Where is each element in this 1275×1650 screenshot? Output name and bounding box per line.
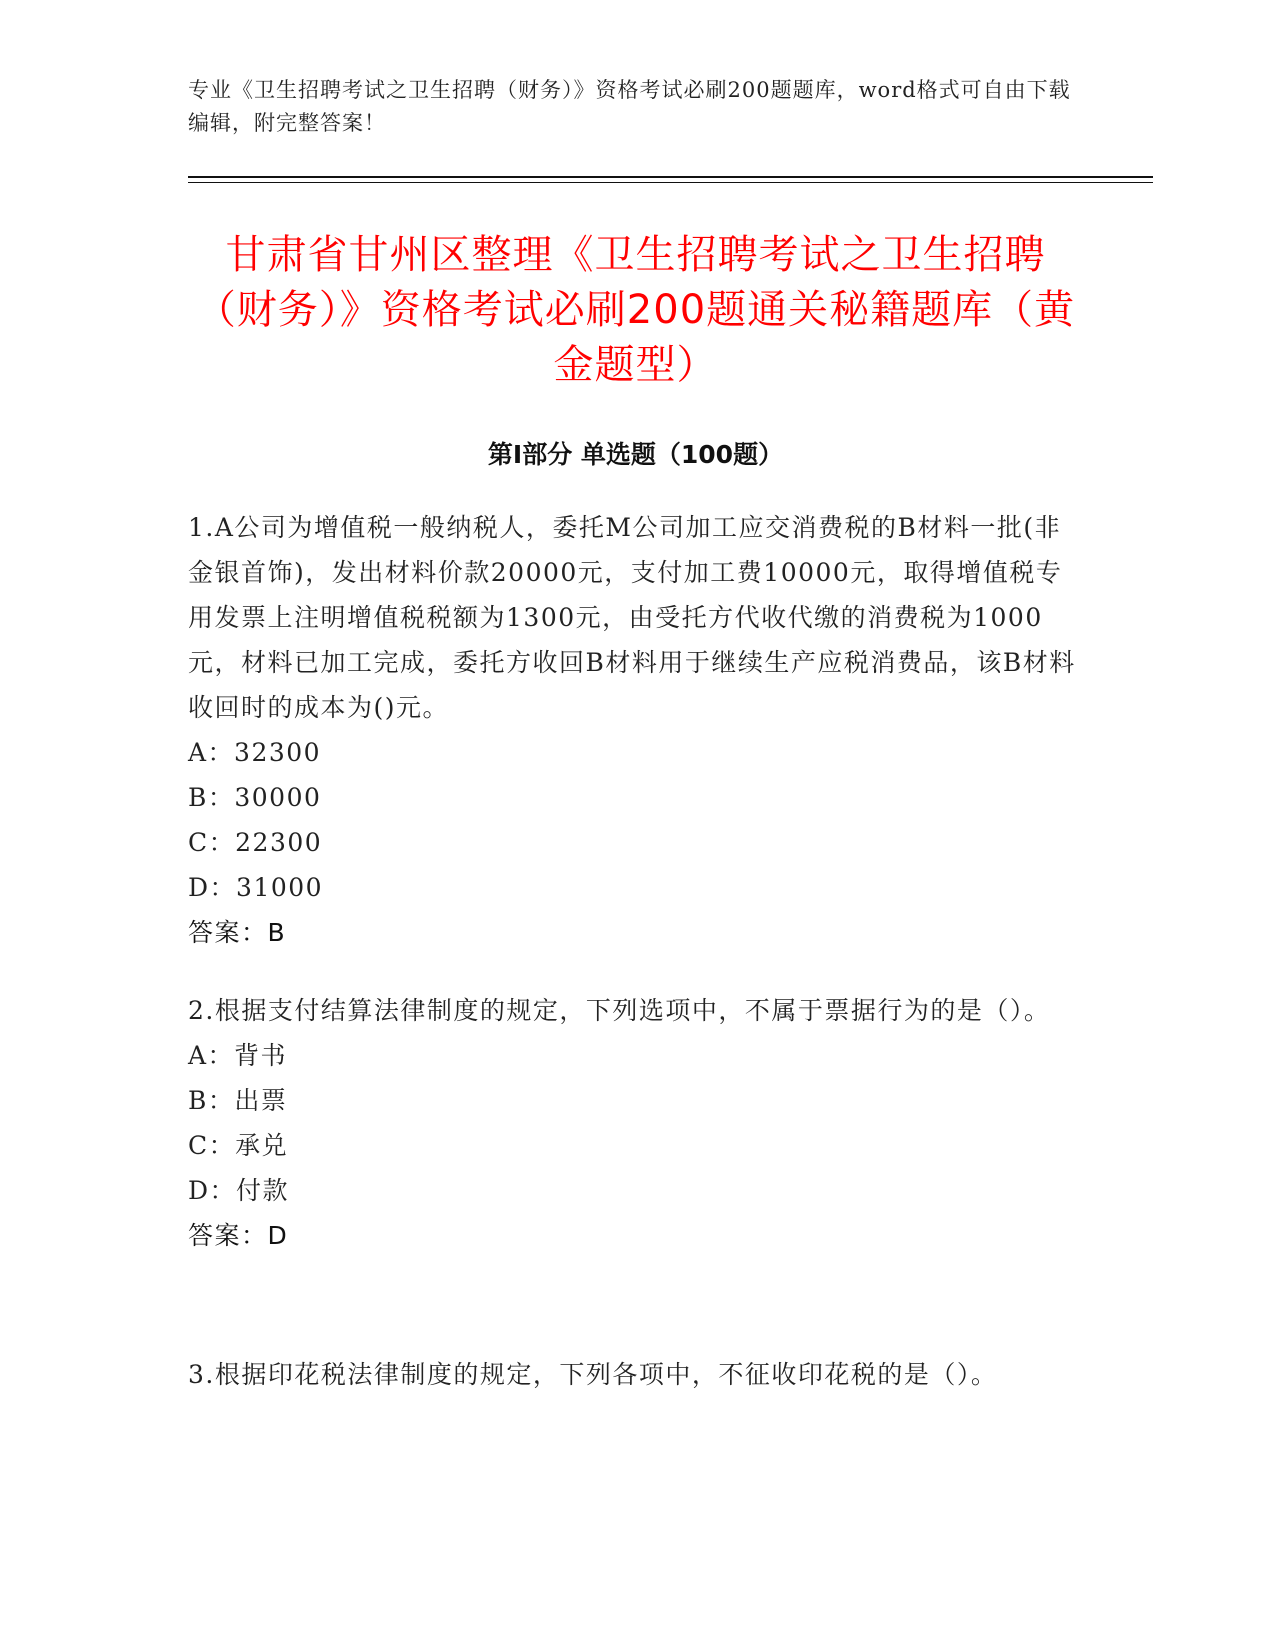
question-text: 3.根据印花税法律制度的规定，下列各项中，不征收印花税的是（）。	[188, 1360, 998, 1389]
question-text: 1.A公司为增值税一般纳税人，委托M公司加工应交消费税的B材料一批(非金银首饰)，发出材料价款20000元，支付加工费10000元，取得增值税专用发票上注明增值税税额为1300元，由受托方代收代缴的消费税为1000元，材料已加工完成，委托方收回B材料用于继续生产应税消费品，该B材料收回时的成本为()元。	[188, 513, 1076, 722]
option-b: B：30000	[188, 783, 322, 812]
question-text: 2.根据支付结算法律制度的规定，下列选项中，不属于票据行为的是（）。	[188, 996, 1051, 1025]
option-a: A：背书	[188, 1041, 288, 1070]
option-b: B：出票	[188, 1086, 288, 1115]
option-d: D：付款	[188, 1176, 290, 1205]
question-3	[188, 1352, 1083, 1397]
section-title: 第Ⅰ部分 单选题（100题）	[487, 440, 784, 469]
option-a: A：32300	[188, 738, 322, 767]
option-d: D：31000	[188, 873, 324, 902]
option-c: C：承兑	[188, 1131, 289, 1160]
option-c: C：22300	[188, 828, 323, 857]
answer: 答案：D	[188, 1221, 289, 1250]
question-2	[188, 988, 1083, 1258]
header-note: 专业《卫生招聘考试之卫生招聘（财务）》资格考试必刷200题题库，word格式可自由下载编辑，附完整答案！	[188, 78, 1071, 135]
header-divider-thin	[188, 182, 1153, 183]
document-title: 甘肃省甘州区整理《卫生招聘考试之卫生招聘（财务）》资格考试必刷200题通关秘籍题库（黄金题型）	[195, 232, 1076, 388]
question-1	[188, 505, 1083, 955]
answer: 答案：B	[188, 918, 287, 947]
header-divider-thick	[188, 176, 1153, 178]
